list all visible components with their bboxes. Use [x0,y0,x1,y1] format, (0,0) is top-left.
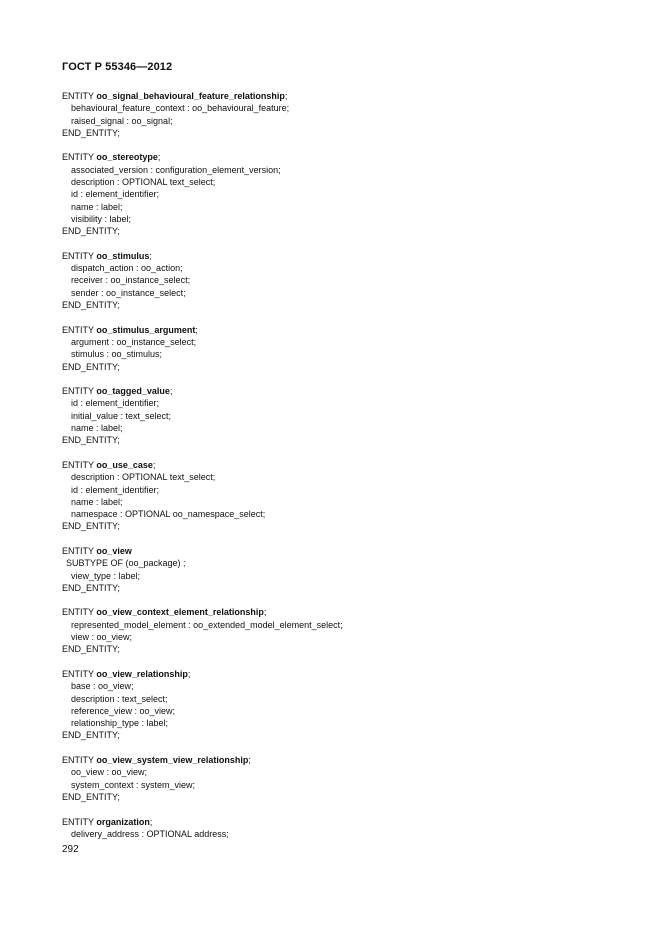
entity-attribute: argument : oo_instance_select; [71,336,197,347]
end-entity: END_ENTITY; [62,127,120,138]
entity-attribute: initial_value : text_select; [71,410,172,421]
end-entity: END_ENTITY; [62,226,120,237]
entity-terminator: ; [149,816,153,827]
entity-block [62,545,622,594]
entity-terminator: ; [187,668,191,679]
entity-declaration [62,545,622,557]
entity-block [62,324,622,373]
entity-name: oo_stimulus_argument [96,324,196,335]
end-entity: END_ENTITY; [62,361,120,372]
entity-terminator: ; [263,607,267,618]
entity-attribute: oo_view : oo_view; [71,767,148,778]
entity-declaration [62,250,622,262]
entity-terminator: ; [152,459,156,470]
entity-declaration [62,324,622,336]
entity-keyword: ENTITY [62,250,97,261]
entity-keyword: ENTITY [62,459,97,470]
end-entity: END_ENTITY; [62,300,120,311]
entity-terminator: ; [195,324,198,335]
entity-block [62,668,622,742]
entity-declaration [62,151,622,163]
end-entity: END_ENTITY; [62,791,120,802]
end-entity: END_ENTITY; [62,730,120,741]
entity-attribute: base : oo_view; [71,681,134,692]
entity-attribute: behavioural_feature_context : oo_behavioural_feature; [71,103,290,114]
entity-terminator: ; [169,386,173,397]
entity-declaration [62,668,622,680]
entity-keyword: ENTITY [62,755,97,766]
entity-attribute: view : oo_view; [71,632,133,643]
entity-declaration [62,816,622,828]
page-number: 292 [62,844,79,855]
entity-attribute: id : element_identifier; [71,189,160,200]
entity-keyword: ENTITY [62,91,97,101]
entity-name: organization [96,816,150,827]
entity-attribute: description : text_select; [71,693,168,704]
entity-keyword: ENTITY [62,152,97,163]
entity-terminator: ; [284,91,288,101]
entity-attribute: visibility : label; [71,213,132,224]
entity-attribute: relationship_type : label; [71,718,169,729]
entity-attribute: name : label; [71,201,123,212]
entity-attribute: associated_version : configuration_element_version; [71,164,281,175]
entity-keyword: ENTITY [62,324,97,335]
entity-attribute: name : label; [71,423,123,434]
end-entity: END_ENTITY; [62,521,120,532]
entity-attribute: represented_model_element : oo_extended_model_element_select; [71,619,343,630]
entity-attribute: sender : oo_instance_select; [71,287,186,298]
entity-attribute: raised_signal : oo_signal; [71,115,173,126]
entity-block [62,151,622,237]
entity-name: oo_view_system_view_relationship [96,755,249,766]
entity-declaration [62,606,622,618]
entity-attribute: delivery_address : OPTIONAL address; [71,828,229,839]
entity-name: oo_view_context_element_relationship [96,607,264,618]
entity-block [62,459,622,533]
entity-attribute: description : OPTIONAL text_select; [71,472,216,483]
express-listing [62,90,622,852]
entity-name: oo_signal_behavioural_feature_relationship [96,91,285,101]
entity-declaration [62,385,622,397]
entity-attribute: receiver : oo_instance_select; [71,275,191,286]
entity-attribute: reference_view : oo_view; [71,705,176,716]
entity-name: oo_stereotype [96,152,158,163]
entity-block [62,90,622,139]
entity-name: oo_view [96,545,132,556]
entity-keyword: ENTITY [62,607,97,618]
end-entity: END_ENTITY; [62,644,120,655]
entity-name: oo_use_case [96,459,153,470]
end-entity: END_ENTITY; [62,582,120,593]
entity-declaration [62,459,622,471]
entity-name: oo_tagged_value [96,386,170,397]
entity-terminator: ; [248,755,251,766]
entity-keyword: ENTITY [62,386,97,397]
entity-block [62,754,622,803]
entity-attribute: description : OPTIONAL text_select; [71,177,216,188]
entity-keyword: ENTITY [62,545,97,556]
entity-keyword: ENTITY [62,668,97,679]
entity-name: oo_stimulus [96,250,150,261]
entity-attribute: dispatch_action : oo_action; [71,263,183,274]
entity-block [62,816,622,841]
end-entity: END_ENTITY; [62,435,120,446]
entity-block [62,606,622,655]
entity-terminator: ; [157,152,161,163]
entity-attribute: id : element_identifier; [71,484,160,495]
entity-declaration [62,754,622,766]
entity-name: oo_view_relationship [96,668,188,679]
entity-keyword: ENTITY [62,816,97,827]
entity-declaration [62,90,622,102]
entity-attribute: stimulus : oo_stimulus; [71,349,163,360]
document-header: ГОСТ Р 55346—2012 [62,61,173,73]
entity-attribute: name : label; [71,496,123,507]
entity-block [62,385,622,446]
entity-block [62,250,622,311]
entity-subtype: SUBTYPE OF (oo_package) ; [66,558,186,569]
entity-attribute: system_context : system_view; [71,779,196,790]
entity-attribute: namespace : OPTIONAL oo_namespace_select; [71,509,266,520]
entity-attribute: view_type : label; [71,570,141,581]
entity-terminator: ; [149,250,152,261]
entity-attribute: id : element_identifier; [71,398,160,409]
